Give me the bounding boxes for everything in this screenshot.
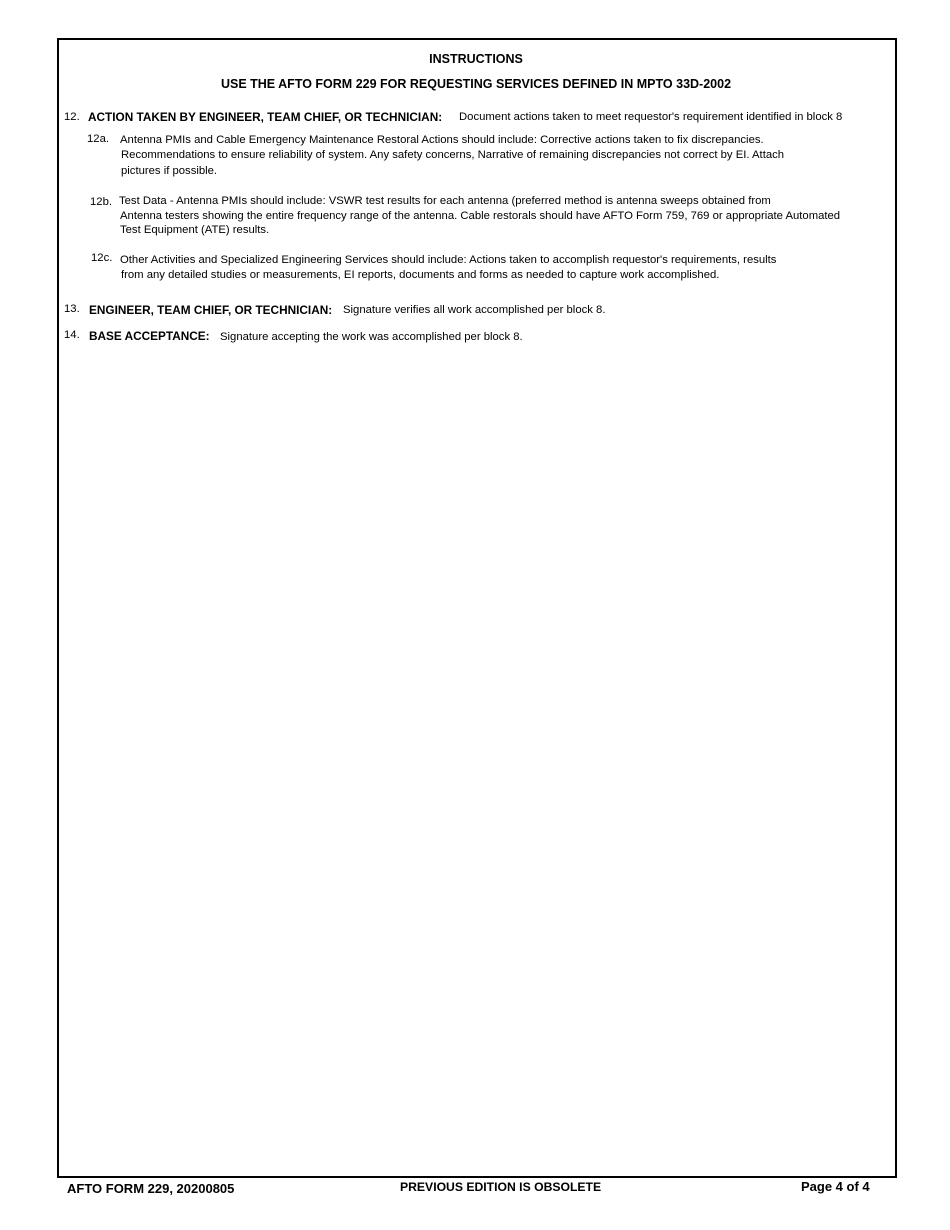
item-12a-line-3: pictures if possible. [121, 165, 218, 177]
item-12b-line-3: Test Equipment (ATE) results. [120, 224, 270, 236]
item-12-label: ACTION TAKEN BY ENGINEER, TEAM CHIEF, OR TECHNICIAN: [88, 110, 443, 124]
item-12a-number: 12a. [87, 133, 109, 145]
item-12b-line-2: Antenna testers showing the entire frequency range of the antenna. Cable restorals should have AFTO Form 759, 769 or appropriate Automated [120, 210, 841, 222]
item-13-label: ENGINEER, TEAM CHIEF, OR TECHNICIAN: [89, 303, 333, 317]
item-14-text: Signature accepting the work was accomplished per block 8. [220, 331, 523, 343]
page-subtitle: USE THE AFTO FORM 229 FOR REQUESTING SERVICES DEFINED IN MPTO 33D-2002 [220, 77, 732, 91]
item-13-number: 13. [64, 303, 80, 315]
item-12a-line-1: Antenna PMIs and Cable Emergency Maintenance Restoral Actions should include: Corrective actions taken to fix discrepancies. [120, 134, 764, 146]
item-12c-line-2: from any detailed studies or measurements, EI reports, documents and forms as needed to capture work accomplished. [121, 269, 720, 281]
item-12a-line-2: Recommendations to ensure reliability of system. Any safety concerns, Narrative of remaining discrepancies not correct by EI. Attach [121, 149, 785, 161]
item-12-number: 12. [64, 111, 80, 123]
item-14-label: BASE ACCEPTANCE: [89, 329, 210, 343]
page-number: Page 4 of 4 [801, 1179, 870, 1194]
item-12c-number: 12c. [91, 252, 113, 264]
item-13-text: Signature verifies all work accomplished per block 8. [343, 304, 606, 316]
item-12b-line-1: Test Data - Antenna PMIs should include: VSWR test results for each antenna (preferred method is antenna sweeps obtained from [119, 195, 771, 207]
item-14-number: 14. [64, 329, 80, 341]
item-12-text: Document actions taken to meet requestor's requirement identified in block 8 [459, 111, 843, 123]
item-12c-line-1: Other Activities and Specialized Engineering Services should include: Actions taken to accomplish requestor's requirements, results [120, 254, 777, 266]
form-identifier: AFTO FORM 229, 20200805 [67, 1181, 235, 1196]
page-title: INSTRUCTIONS [429, 52, 523, 66]
item-12b-number: 12b. [90, 196, 112, 208]
edition-notice: PREVIOUS EDITION IS OBSOLETE [400, 1180, 602, 1194]
